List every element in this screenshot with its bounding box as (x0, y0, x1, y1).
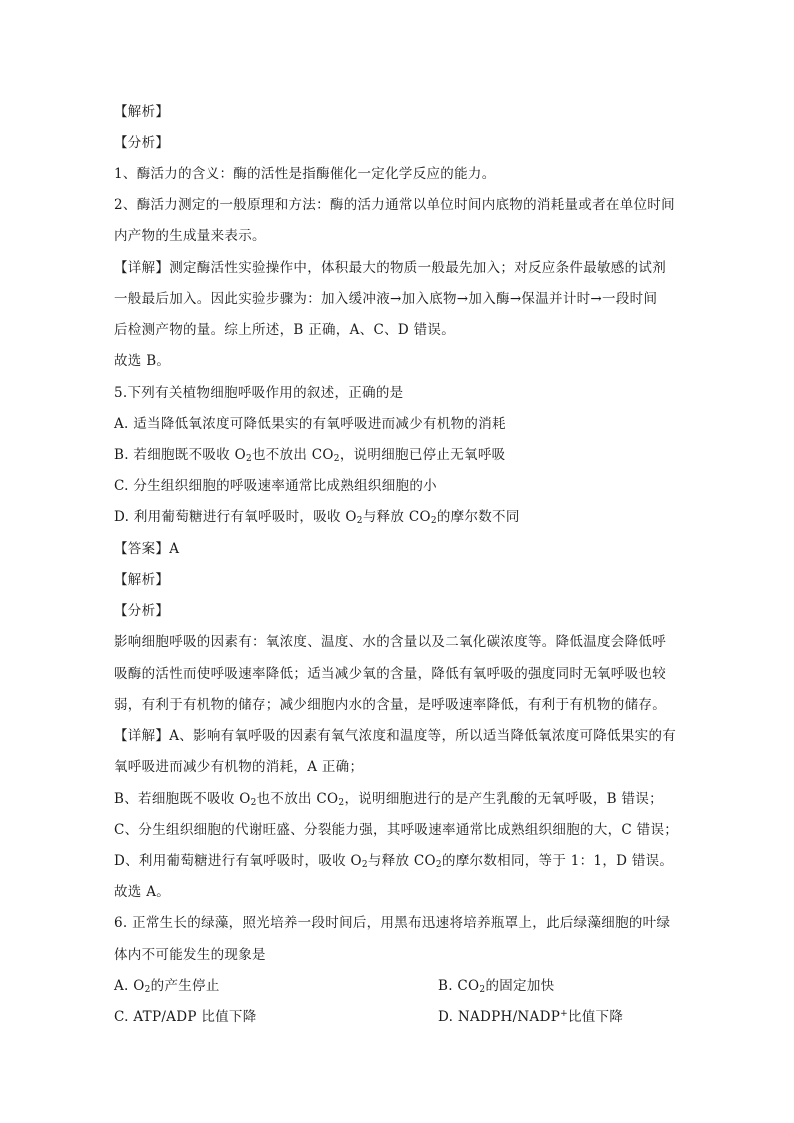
q5-answer: 【答案】A (114, 541, 180, 557)
q5-option-b (114, 446, 694, 464)
q5-fenxi-heading: 【分析】 (114, 603, 170, 619)
subscript: 2 (361, 860, 368, 870)
q6-option-d-text2: 比值下降 (567, 1009, 624, 1025)
q6-option-a-text1: A. O (114, 978, 145, 994)
q5-detail-d (114, 852, 694, 870)
q4-detail-line1: 【详解】测定酶活性实验操作中，体积最大的物质一般最先加入；对反应条件最敏感的试剂 (114, 260, 666, 276)
q4-detail-line2: 一般最后加入。因此实验步骤为：加入缓冲液→加入底物→加入酶→保温并计时→一段时间 (114, 291, 658, 307)
q5-option-b-text1: B. 若细胞既不吸收 O (114, 447, 246, 463)
q5-detail-line2: 氧呼吸进而减少有机物的消耗，A 正确； (114, 759, 364, 775)
q5-analysis-line3: 弱，有利于有机物的储存；减少细胞内水的含量，是呼吸速率降低，有利于有机物的储存。 (114, 697, 666, 713)
subscript: 2 (435, 860, 442, 870)
q5-detail-d-text2: 与释放 CO (367, 853, 436, 869)
subscript: 2 (250, 798, 257, 808)
q4-point-2-line2: 内产物的生成量来表示。 (114, 228, 266, 244)
q5-detail-line1: 【详解】A、影响有氧呼吸的因素有氧气浓度和温度等，所以适当降低氧浓度可降低果实的有 (114, 728, 677, 744)
subscript: 2 (245, 454, 252, 464)
q5-analysis-line1: 影响细胞呼吸的因素有：氧浓度、温度、水的含量以及二氧化碳浓度等。降低温度会降低呼 (114, 634, 666, 650)
q5-analysis-heading: 【解析】 (114, 572, 170, 588)
q6-option-b-text2: 的固定加快 (485, 978, 555, 994)
q5-detail-b-text3: ，说明细胞进行的是产生乳酸的无氧呼吸，B 错误； (344, 791, 663, 807)
q6-option-d-text1: D. NADPH/NADP (438, 1009, 561, 1025)
q5-option-d-text3: 的摩尔数不同 (436, 509, 520, 525)
q5-detail-b (114, 790, 694, 808)
q6-stem-line1: 6. 正常生长的绿藻，照光培养一段时间后，用黑布迅速将培养瓶罩上，此后绿藻细胞的叶绿 (114, 915, 671, 931)
q5-detail-b-text1: B、若细胞既不吸收 O (114, 791, 251, 807)
q5-option-d-text2: 与释放 CO (362, 509, 431, 525)
q4-detail-line3: 后检测产物的量。综上所述，B 正确，A、C、D 错误。 (114, 322, 456, 338)
q5-stem: 5.下列有关植物细胞呼吸作用的叙述，正确的是 (114, 385, 404, 401)
subscript: 2 (430, 516, 437, 526)
q5-detail-c: C、分生组织细胞的代谢旺盛、分裂能力强，其呼吸速率通常比成熟组织细胞的大，C 错误； (114, 822, 679, 838)
q5-detail-d-text3: 的摩尔数相同，等于 1：1，D 错误。 (441, 853, 674, 869)
q6-option-b-text1: B. CO (438, 978, 480, 994)
q5-option-d (114, 508, 694, 526)
q4-fenxi-heading: 【分析】 (114, 135, 170, 151)
q5-detail-b-text2: 也不放出 CO (256, 791, 339, 807)
q5-analysis-line2: 吸酶的活性而使呼吸速率降低；适当减少氧的含量，降低有氧呼吸的强度同时无氧呼吸也较 (114, 666, 666, 682)
q6-option-a-text2: 的产生停止 (150, 978, 220, 994)
q6-option-c: C. ATP/ADP 比值下降 (114, 1009, 257, 1025)
q5-option-b-text3: ，说明细胞已停止无氧呼吸 (339, 447, 506, 463)
q5-option-a: A. 适当降低氧浓度可降低果实的有氧呼吸进而减少有机物的消耗 (114, 416, 506, 432)
q5-option-b-text2: 也不放出 CO (252, 447, 334, 463)
q4-point-2-line1: 2、酶活力测定的一般原理和方法：酶的活力通常以单位时间内底物的消耗量或者在单位时间 (114, 197, 675, 213)
q6-option-d (438, 1008, 698, 1026)
q6-stem-line2: 体内不可能发生的现象是 (114, 947, 266, 963)
q6-option-b (438, 977, 698, 995)
q6-option-a (114, 977, 414, 995)
q4-choice: 故选 B。 (114, 353, 171, 369)
subscript: 2 (333, 454, 340, 464)
subscript: 2 (356, 516, 363, 526)
q4-analysis-heading: 【解析】 (114, 104, 170, 120)
q5-option-d-text1: D. 利用葡萄糖进行有氧呼吸时，吸收 O (114, 509, 357, 525)
subscript: 2 (338, 798, 345, 808)
q4-point-1: 1、酶活力的含义：酶的活性是指酶催化一定化学反应的能力。 (114, 166, 496, 182)
subscript: 2 (144, 985, 151, 995)
q5-option-c: C. 分生组织细胞的呼吸速率通常比成熟组织细胞的小 (114, 478, 437, 494)
q5-detail-d-text1: D、利用葡萄糖进行有氧呼吸时，吸收 O (114, 853, 362, 869)
q5-choice: 故选 A。 (114, 884, 171, 900)
superscript: + (560, 1009, 568, 1019)
subscript: 2 (479, 985, 486, 995)
